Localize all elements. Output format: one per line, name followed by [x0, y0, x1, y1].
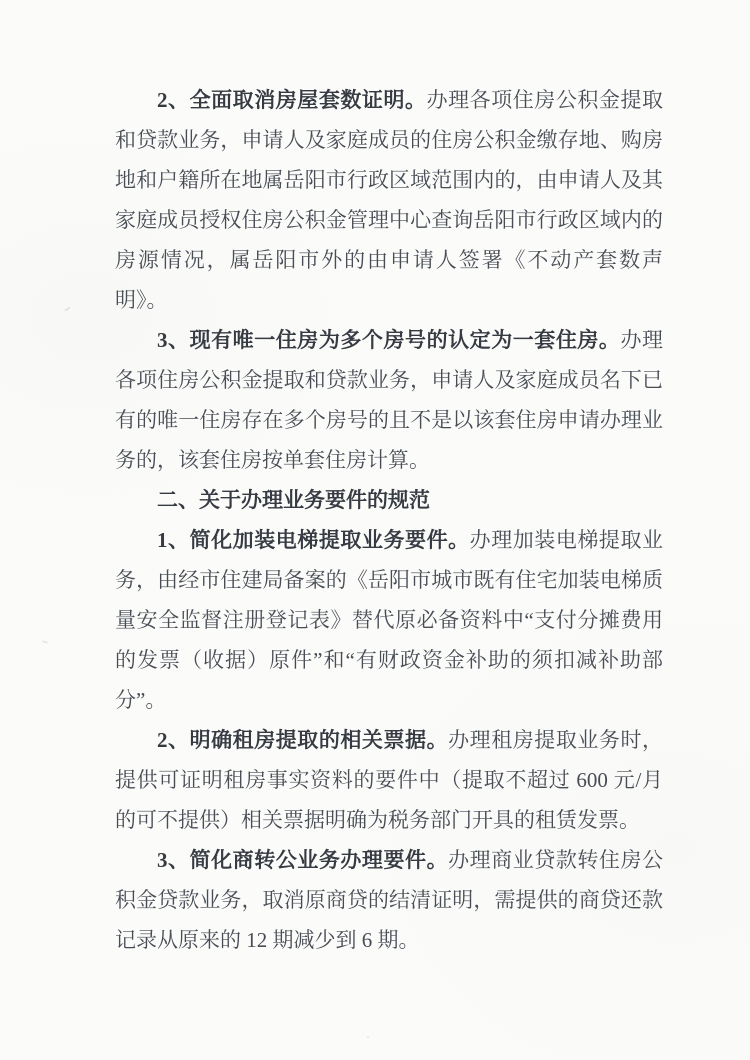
paragraph-cancel-house-count-proof	[115, 80, 663, 320]
section-heading-requirements	[115, 480, 663, 520]
paragraph-lead: 3、简化商转公业务办理要件。	[157, 848, 449, 872]
paragraph-body: 办理租房提取业务时，提供可证明租房事实资料的要件中（提取不超过 600 元/月的可不提供）相关票据明确为税务部门开具的租赁发票。	[115, 728, 663, 832]
paragraph-lead: 3、现有唯一住房为多个房号的认定为一套住房。	[157, 328, 621, 352]
paragraph-body: 办理各项住房公积金提取和贷款业务，申请人及家庭成员名下已有的唯一住房存在多个房号的且不是以该套住房申请办理业务的，该套住房按单套住房计算。	[115, 328, 664, 472]
paragraph-body: 办理各项住房公积金提取和贷款业务，申请人及家庭成员的住房公积金缴存地、购房地和户籍所在地属岳阳市行政区域范围内的，由申请人及其家庭成员授权住房公积金管理中心查询岳阳市行政区域内的房源情况，属岳阳市外的由申请人签署《不动产套数声明》。	[115, 88, 664, 312]
paragraph-body: 办理加装电梯提取业务，由经市住建局备案的《岳阳市城市既有住宅加装电梯质量安全监督注册登记表》替代原必备资料中“支付分摊费用的发票（收据）原件”和“有财政资金补助的须扣减补助部分”。	[115, 528, 664, 712]
scan-speck	[42, 640, 48, 644]
paragraph-lead: 2、明确租房提取的相关票据。	[157, 728, 449, 752]
paragraph-commercial-to-fund-loan	[115, 840, 663, 960]
paragraph-lead: 2、全面取消房屋套数证明。	[157, 88, 427, 112]
scan-speck	[367, 1036, 369, 1038]
paragraph-rent-withdrawal-invoices	[115, 720, 663, 840]
document-content	[115, 80, 663, 960]
paragraph-single-house-multiple-numbers	[115, 320, 663, 480]
paragraph-lead: 1、简化加装电梯提取业务要件。	[157, 528, 470, 552]
paragraph-body: 办理商业贷款转住房公积金贷款业务，取消原商贷的结清证明，需提供的商贷还款记录从原来的 12 期减少到 6 期。	[115, 848, 663, 952]
scan-speck	[64, 306, 71, 312]
paragraph-elevator-withdrawal	[115, 520, 663, 720]
section-heading-text: 二、关于办理业务要件的规范	[157, 488, 430, 512]
